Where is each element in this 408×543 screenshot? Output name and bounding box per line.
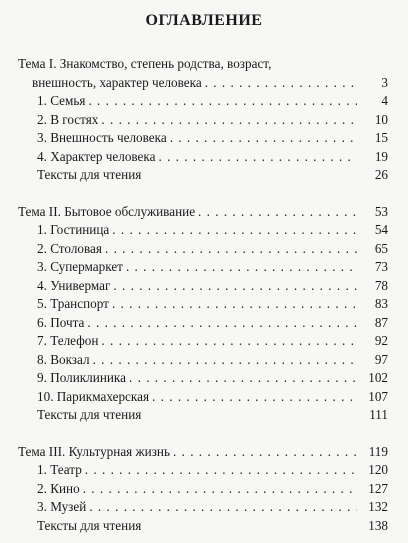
dot-leader (87, 314, 357, 333)
toc-item-label: 7. Телефон (37, 333, 99, 348)
page-number: 26 (374, 167, 388, 182)
page-number: 15 (374, 130, 388, 145)
section-heading-label: внешность, характер человека (32, 74, 202, 90)
toc-item-label: Тексты для чтения (37, 407, 142, 422)
toc-item-label: 2. Кино (37, 480, 80, 496)
toc-item-label: 8. Вокзал (37, 351, 90, 367)
page-number: 119 (368, 443, 388, 459)
dot-leader (173, 443, 357, 462)
dot-leader (112, 295, 357, 314)
dot-leader (83, 480, 357, 499)
page-number: 78 (374, 277, 388, 293)
toc-item[interactable] (0, 295, 408, 314)
section-heading-label: Тема II. Бытовое обслуживание (18, 203, 196, 219)
toc-item-label: 3. Супермаркет (37, 259, 123, 274)
page-number: 102 (368, 370, 388, 385)
toc-item-label: 2. Столовая (37, 240, 102, 256)
dot-leader (89, 498, 357, 517)
page-number: 97 (374, 351, 388, 367)
dot-leader (205, 74, 357, 93)
section-heading-label: Тема III. Культурная жизнь (18, 443, 170, 459)
toc-item[interactable] (0, 369, 408, 388)
toc-item[interactable] (0, 351, 408, 370)
toc-item-label: 2. В гостях (37, 111, 99, 127)
page-number: 73 (374, 259, 388, 274)
toc-item-label: 9. Поликлиника (37, 370, 126, 385)
toc-item-label: Тексты для чтения (37, 517, 142, 533)
toc-item-label: 5. Транспорт (37, 296, 109, 311)
toc-item-label: 4. Универмаг (37, 277, 111, 293)
toc-item-label: Тексты для чтения (37, 167, 142, 182)
toc-item-label: 6. Почта (37, 314, 85, 330)
page-number: 127 (368, 480, 388, 496)
page-number: 19 (374, 148, 388, 164)
toc-item[interactable] (0, 498, 408, 517)
dot-leader (126, 258, 357, 277)
toc-item-label: 4. Характер человека (37, 148, 156, 164)
section-2-heading[interactable] (0, 203, 408, 222)
dot-leader (93, 351, 357, 370)
dot-leader (158, 148, 357, 167)
dot-leader (101, 111, 357, 130)
toc-item[interactable] (0, 92, 408, 111)
page-number: 4 (381, 93, 388, 108)
section-1-heading-cont[interactable] (0, 74, 408, 93)
toc-item-label: 1. Театр (37, 462, 82, 477)
page-number: 111 (369, 407, 388, 422)
page-number: 92 (374, 333, 388, 348)
toc-item-label: 3. Внешность человека (37, 130, 167, 145)
dot-leader (152, 388, 357, 407)
dot-leader (85, 461, 357, 480)
page-number: 3 (381, 74, 388, 90)
toc-item[interactable] (0, 277, 408, 296)
toc-item[interactable] (0, 129, 408, 148)
toc-item-label: 3. Музей (37, 499, 87, 514)
toc-item[interactable] (0, 406, 408, 425)
page-number: 54 (374, 222, 388, 237)
dot-leader (113, 277, 357, 296)
toc-item[interactable] (0, 388, 408, 407)
page-number: 120 (368, 462, 388, 477)
dot-leader (170, 129, 357, 148)
dot-leader (198, 203, 357, 222)
toc-item[interactable] (0, 461, 408, 480)
toc-item[interactable] (0, 332, 408, 351)
table-of-contents (0, 55, 408, 535)
section-1-heading[interactable] (0, 55, 408, 74)
toc-item-label: 1. Гостиница (37, 222, 110, 237)
toc-item-label: 10. Парикмахерская (37, 388, 150, 404)
section-heading-label: Тема I. Знакомство, степень родства, возраст, (18, 56, 272, 71)
page-number: 132 (368, 499, 388, 514)
toc-item[interactable] (0, 166, 408, 185)
page-number: 107 (368, 388, 388, 404)
toc-item[interactable] (0, 258, 408, 277)
dot-leader (112, 221, 357, 240)
section-3-heading[interactable] (0, 443, 408, 462)
dot-leader (88, 92, 357, 111)
page-number: 138 (368, 517, 388, 533)
dot-leader (129, 369, 357, 388)
page-number: 83 (374, 296, 388, 311)
toc-item[interactable] (0, 148, 408, 167)
dot-leader (105, 240, 357, 259)
dot-leader (101, 332, 357, 351)
toc-item[interactable] (0, 240, 408, 259)
page-title: ОГЛАВЛЕНИЕ (145, 12, 263, 29)
page-number: 87 (374, 314, 388, 330)
page-number: 65 (374, 240, 388, 256)
page-number: 10 (374, 111, 388, 127)
toc-item[interactable] (0, 517, 408, 536)
toc-item-label: 1. Семья (37, 93, 86, 108)
page-number: 53 (374, 203, 388, 219)
toc-item[interactable] (0, 480, 408, 499)
toc-item[interactable] (0, 111, 408, 130)
toc-item[interactable] (0, 314, 408, 333)
toc-item[interactable] (0, 221, 408, 240)
